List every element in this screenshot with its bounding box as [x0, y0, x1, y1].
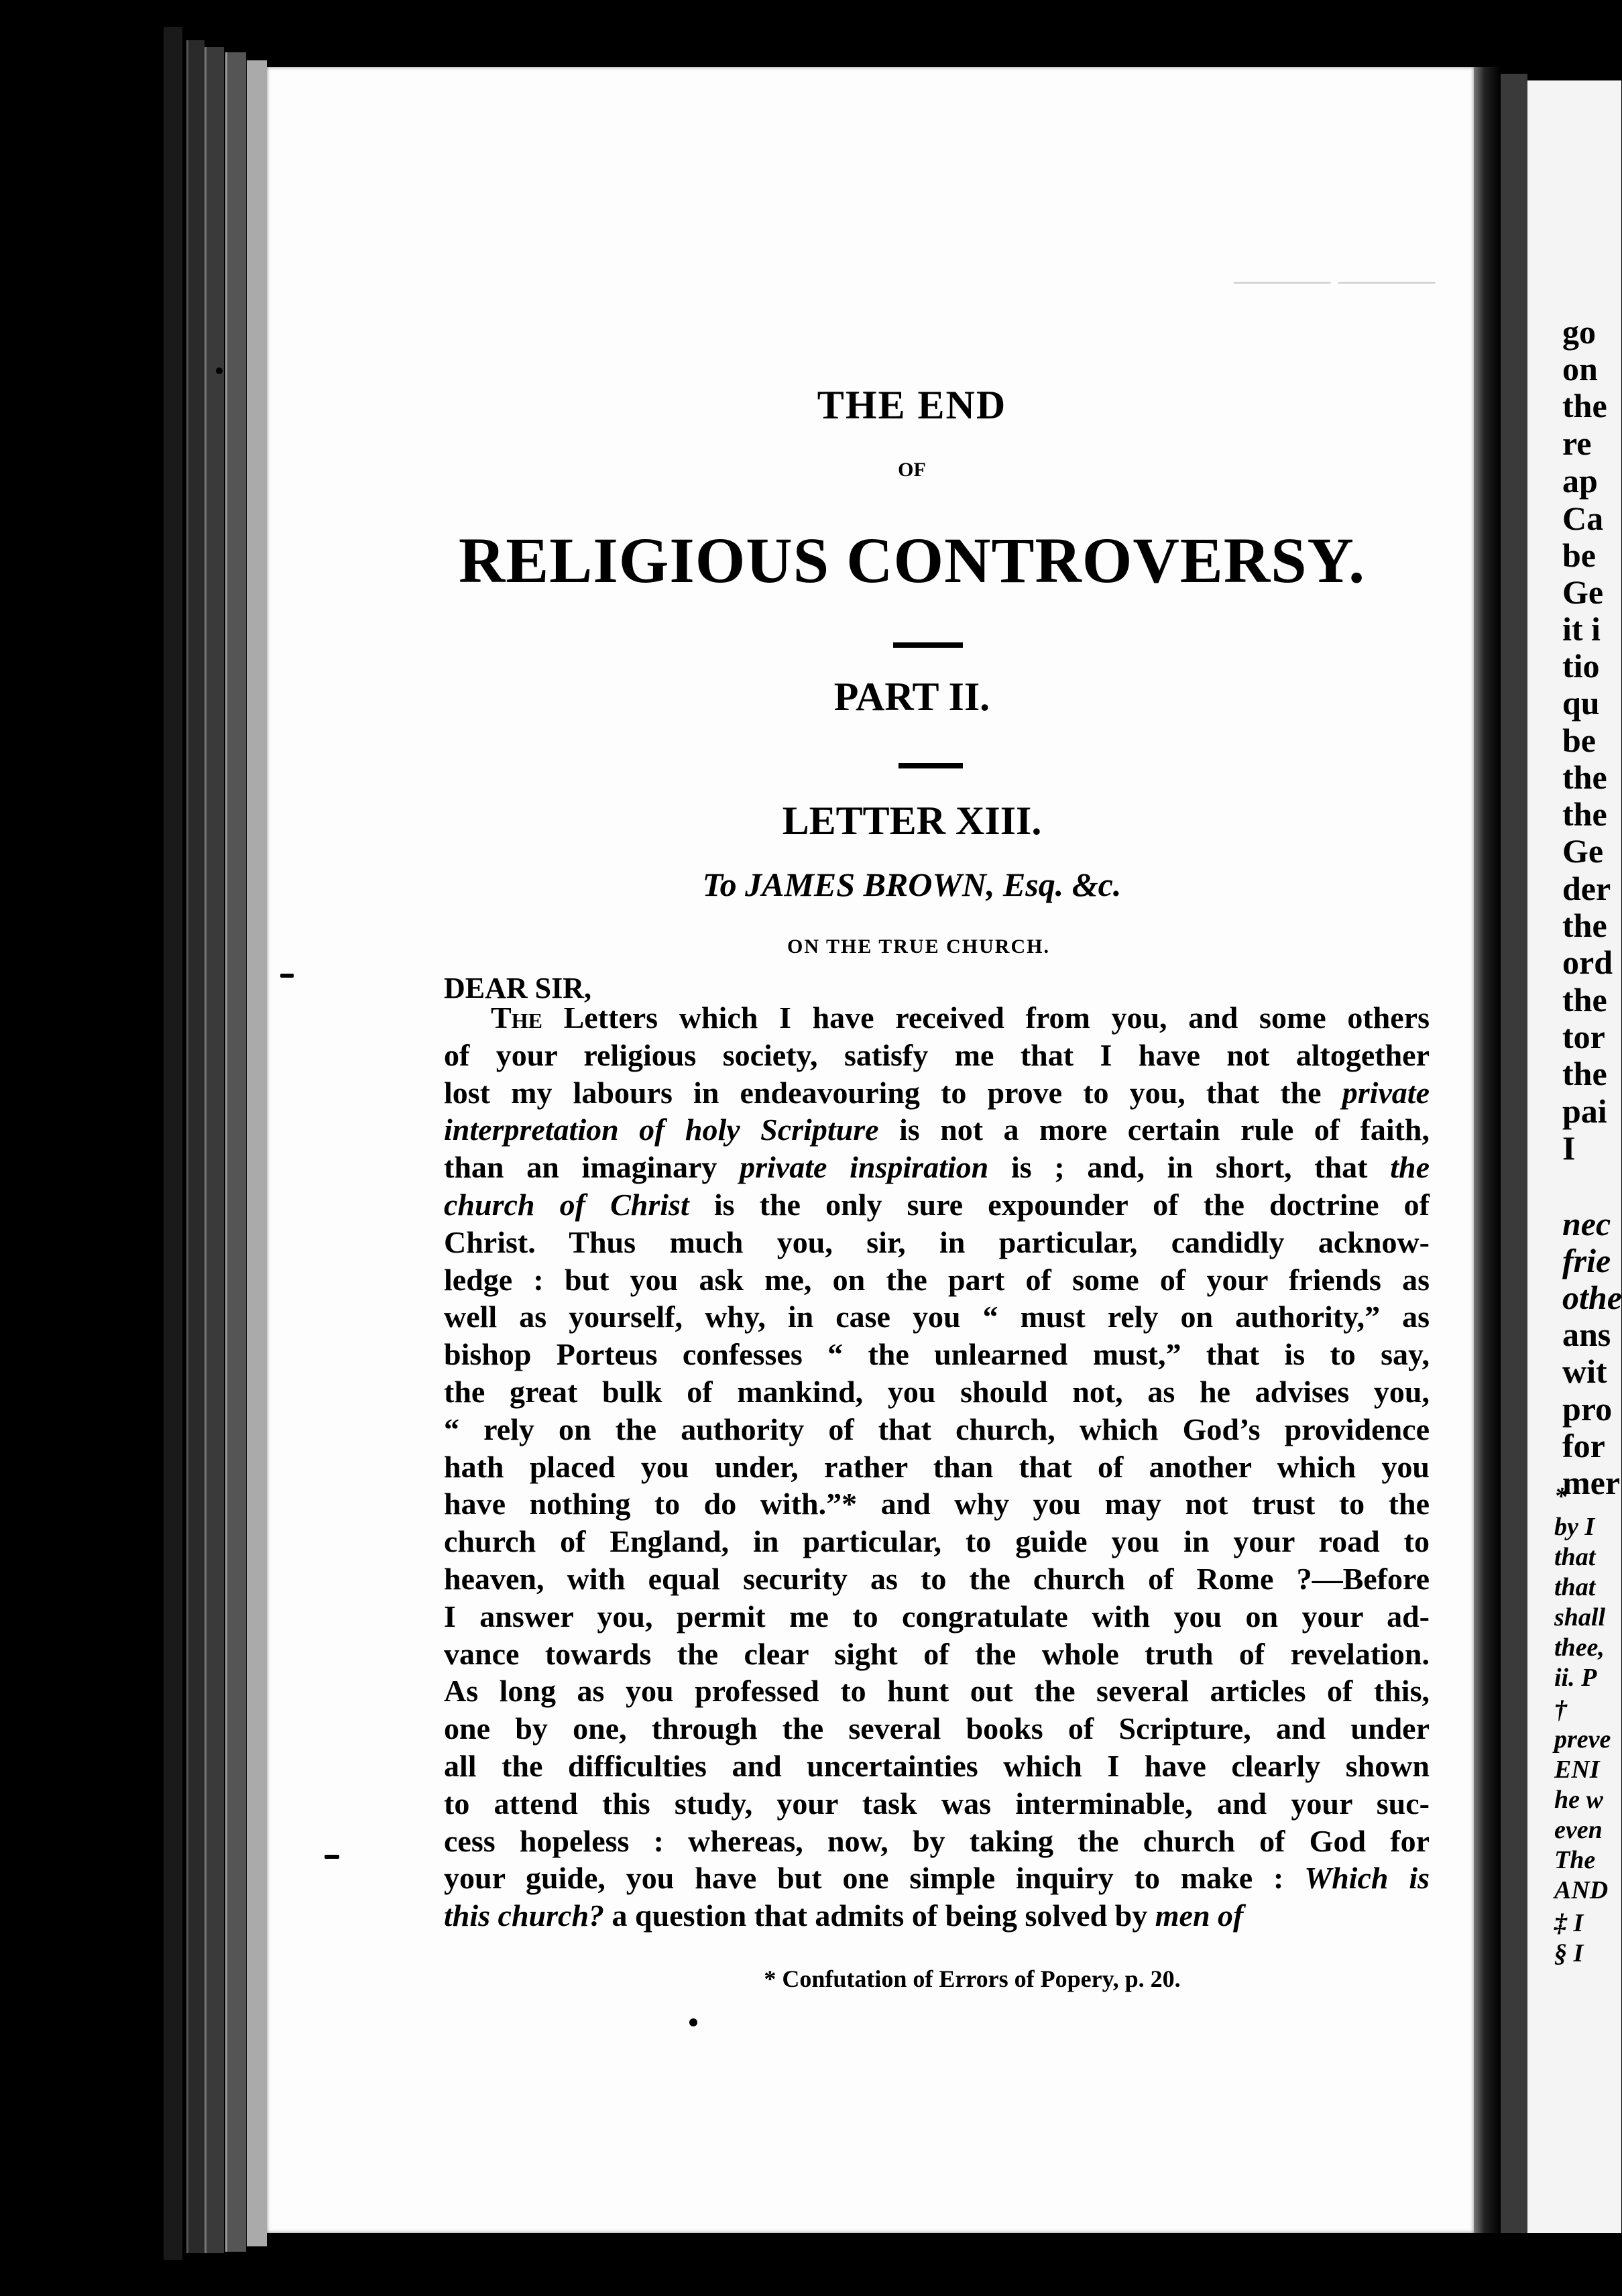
right-page-note-fragment: that — [1554, 1573, 1596, 1601]
right-page-fragment: frie — [1562, 1242, 1611, 1279]
right-page-note-fragment: ‡ I — [1554, 1909, 1584, 1937]
divider-rule — [899, 763, 963, 768]
body-line: church of Christ is the only sure expounder of the doctrine of — [444, 1187, 1430, 1222]
body-line: cess hopeless : whereas, now, by taking the church of God for — [444, 1823, 1430, 1858]
right-page-fragment: the — [1562, 387, 1607, 424]
body-line: the great bulk of mankind, you should not, as he advises you, — [444, 1374, 1430, 1409]
right-page-fragment: ord — [1562, 943, 1613, 981]
book-title: RELIGIOUS CONTROVERSY. — [458, 524, 1366, 596]
margin-mark — [280, 974, 294, 978]
page-stack-edge — [186, 40, 205, 2253]
right-page-fragment: for — [1562, 1427, 1605, 1465]
right-page-fragment: pai — [1562, 1092, 1607, 1130]
body-line: ledge : but you ask me, on the part of some of your friends as — [444, 1262, 1430, 1297]
body-line: hath placed you under, rather than that of another which you — [444, 1449, 1430, 1484]
body-line: interpretation of holy Scripture is not a more certain rule of faith, — [444, 1112, 1430, 1147]
page-stack-edge — [225, 52, 246, 2252]
right-page-fragment: be — [1562, 536, 1596, 574]
body-line: bishop Porteus confesses “ the unlearned must,” that is to say, — [444, 1337, 1430, 1372]
part-heading: PART II. — [833, 675, 990, 719]
letter-subject: ON THE TRUE CHURCH. — [787, 935, 1050, 958]
right-page-note-fragment: that — [1554, 1543, 1596, 1571]
right-page-fragment: pro — [1562, 1390, 1613, 1428]
right-page-fragment: tio — [1562, 647, 1600, 685]
right-page-note-fragment: thee, — [1554, 1633, 1605, 1662]
right-page-fragment: ap — [1562, 462, 1598, 500]
right-page-fragment: go — [1562, 313, 1596, 351]
body-line: heaven, with equal security as to the church of Rome ?—Before — [444, 1561, 1430, 1596]
page-stack-edge — [205, 47, 224, 2253]
margin-mark — [325, 1855, 339, 1859]
right-page-note-fragment: * — [1554, 1483, 1567, 1511]
right-page-fragment: der — [1562, 870, 1611, 907]
body-line: your guide, you have but one simple inquiry to make : Which is — [444, 1861, 1430, 1896]
body-line: church of England, in particular, to guide you in your road to — [444, 1524, 1430, 1559]
right-page-fragment: it i — [1562, 610, 1601, 648]
body-line: “ rely on the authority of that church, which God’s providence — [444, 1412, 1430, 1446]
right-page-note-fragment: AND — [1554, 1876, 1609, 1904]
body-line: to attend this study, your task was interminable, and your suc- — [444, 1786, 1430, 1821]
body-line: one by one, through the several books of Scripture, and under — [444, 1711, 1430, 1746]
body-line: have nothing to do with.”* and why you may not trust to the — [444, 1487, 1430, 1522]
right-page-fragment: the — [1562, 795, 1607, 833]
right-page-fragment: qu — [1562, 684, 1600, 722]
page-stack-edge — [247, 60, 267, 2246]
body-line: The Letters which I have received from you, and some others — [491, 1000, 1430, 1035]
speck-mark — [216, 367, 223, 374]
book-gutter — [1501, 74, 1527, 2233]
letter-body — [444, 999, 1430, 1935]
signature-mark — [689, 2018, 697, 2026]
right-page-note-fragment: preve — [1554, 1725, 1611, 1754]
salutation: DEAR SIR, — [444, 972, 592, 1005]
right-page-fragment: mer — [1562, 1464, 1621, 1501]
body-line: than an imaginary private inspiration is ; and, in short, that the — [444, 1150, 1430, 1185]
right-page-fragment: the — [1562, 981, 1607, 1019]
body-line: lost my labours in endeavouring to prove to you, that the private — [444, 1075, 1430, 1110]
body-line: vance towards the clear sight of the whole truth of revelation. — [444, 1636, 1430, 1671]
right-page-note-fragment: † — [1554, 1696, 1567, 1724]
right-page-note-fragment: ii. P — [1554, 1664, 1597, 1692]
right-page-fragment: the — [1562, 758, 1607, 796]
bleed-through-heading: ——— ——— — [1234, 262, 1435, 298]
right-page-fragment: Ge — [1562, 573, 1604, 611]
right-page-note-fragment: The — [1554, 1846, 1596, 1874]
right-page-fragment: the — [1562, 1055, 1607, 1092]
right-page-note-fragment: ENI — [1554, 1756, 1600, 1784]
right-page-note-fragment: shall — [1554, 1603, 1606, 1631]
right-page-note-fragment: § I — [1554, 1939, 1584, 1967]
right-page-fragment: ans — [1562, 1316, 1611, 1353]
right-page-fragment: the — [1562, 907, 1607, 944]
right-page-note-fragment: by I — [1554, 1513, 1595, 1541]
right-page-fragment: on — [1562, 350, 1598, 388]
body-line: As long as you professed to hunt out the several articles of this, — [444, 1674, 1430, 1709]
body-line: well as yourself, why, in case you “ must rely on authority,” as — [444, 1300, 1430, 1334]
right-page-fragment: wit — [1562, 1353, 1607, 1390]
page-stack-edge — [164, 27, 182, 2260]
footnote: * Confutation of Errors of Popery, p. 20. — [764, 1965, 1181, 1992]
right-page-fragment: nec — [1562, 1205, 1611, 1243]
divider-rule — [893, 642, 963, 648]
heading-the-end: THE END — [817, 383, 1007, 427]
right-page-fragment: Ca — [1562, 500, 1604, 537]
body-line: of your religious society, satisfy me that I have not altogether — [444, 1037, 1430, 1072]
right-page-fragment: re — [1562, 424, 1592, 462]
body-line: all the difficulties and uncertainties which I have clearly shown — [444, 1748, 1430, 1783]
body-line: Christ. Thus much you, sir, in particular, candidly acknow- — [444, 1224, 1430, 1259]
right-page-fragment: othe — [1562, 1279, 1622, 1316]
right-page-fragment: Ge — [1562, 832, 1604, 870]
body-line: I answer you, permit me to congratulate with you on your ad- — [444, 1599, 1430, 1633]
right-page-fragment: be — [1562, 722, 1596, 759]
right-page-fragment: I — [1562, 1129, 1576, 1167]
right-page-note-fragment: even — [1554, 1816, 1603, 1844]
book-gutter — [1474, 67, 1501, 2233]
addressee: To JAMES BROWN, Esq. &c. — [702, 866, 1122, 903]
right-page-note-fragment: he w — [1554, 1786, 1603, 1814]
letter-heading: LETTER XIII. — [782, 799, 1042, 843]
heading-of: OF — [898, 459, 926, 481]
right-page-fragment: tor — [1562, 1018, 1605, 1055]
body-line: this church? a question that admits of being solved by men of — [444, 1898, 1244, 1933]
